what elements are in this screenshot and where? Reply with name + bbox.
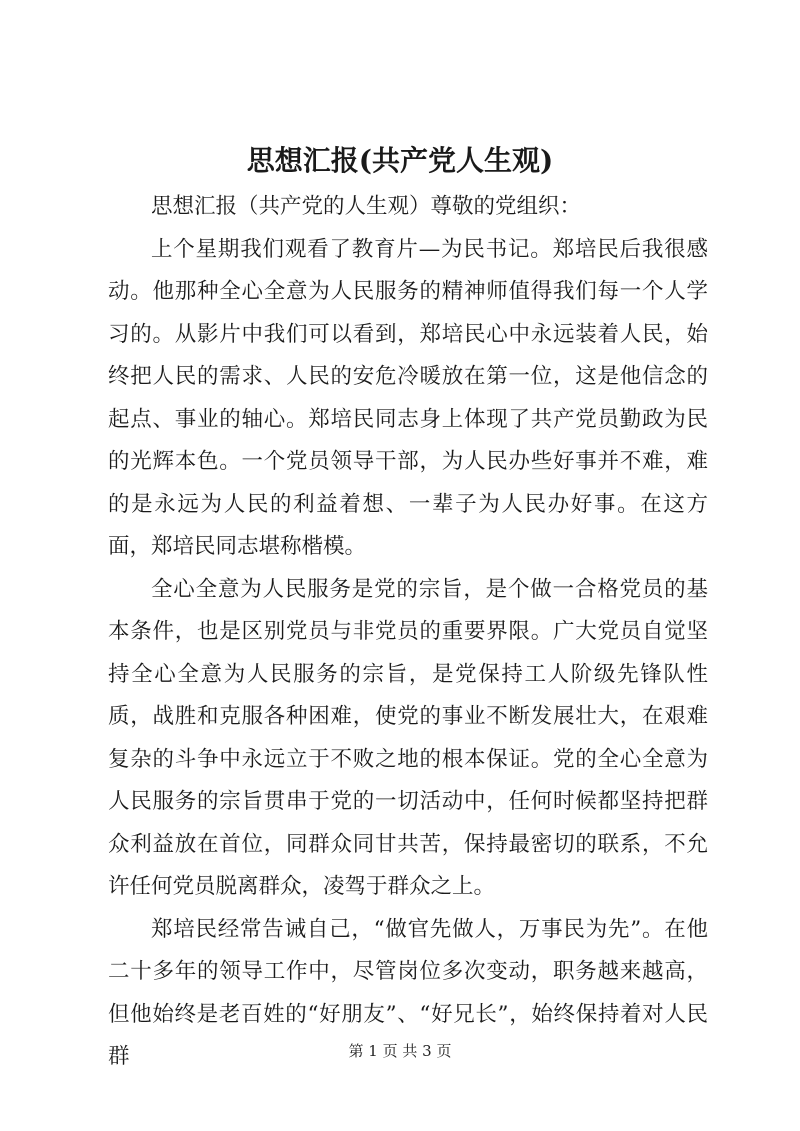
paragraph-1: 上个星期我们观看了教育片—为民书记。郑培民后我很感动。他那种全心全意为人民服务的精神师值得我们每一个人学习的。从影片中我们可以看到，郑培民心中永远装着人民，始终把人民的需求、人民的安危冷暖放在第一位，这是他信念的起点、事业的轴心。郑培民同志身上体现了共产党员勤政为民的光辉本色。一个党员领导干部，为人民办些好事并不难，难的是永远为人民的利益着想、一辈子为人民办好事。在这方面，郑培民同志堪称楷模。 [108,236,708,559]
document-body [108,186,708,1079]
paragraph-salutation: 思想汇报（共产党的人生观）尊敬的党组织： [151,194,582,219]
paragraph-3: 郑培民经常告诫自己，“做官先做人，万事民为先”。在他二十多年的领导工作中，尽管岗位多次变动，职务越来越高，但他始终是老百姓的“好朋友”、“好兄长”，始终保持着对人民群 [108,916,708,1069]
paragraph-2: 全心全意为人民服务是党的宗旨，是个做一合格党员的基本条件，也是区别党员与非党员的重要界限。广大党员自觉坚持全心全意为人民服务的宗旨，是党保持工人阶级先锋队性质，战胜和克服各种困难，使党的事业不断发展壮大，在艰难复杂的斗争中永远立于不败之地的根本保证。党的全心全意为人民服务的宗旨贯串于党的一切活动中，任何时候都坚持把群众利益放在首位，同群众同甘共苦，保持最密切的联系，不允许任何党员脱离群众，凌驾于群众之上。 [108,576,708,899]
page-footer: 第 1 页 共 3 页 [348,1042,452,1060]
document-title: 思想汇报(共产党人生观) [246,144,554,177]
